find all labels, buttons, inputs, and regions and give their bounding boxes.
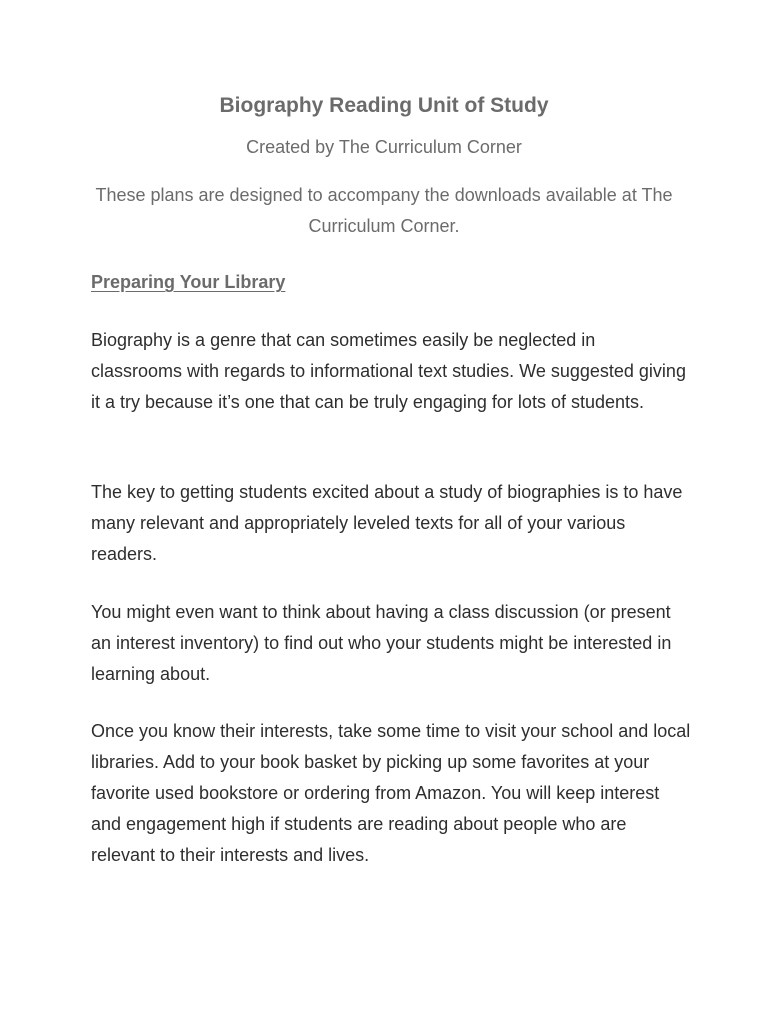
intro-paragraph: These plans are designed to accompany the downloads available at The Curriculum Corner. bbox=[95, 185, 673, 236]
body-paragraph: You might even want to think about having a class discussion (or present an interest inventory) to find out who your students might be interested in learning about. bbox=[91, 602, 672, 684]
page-subtitle: Created by The Curriculum Corner bbox=[246, 137, 522, 157]
page-title: Biography Reading Unit of Study bbox=[219, 94, 549, 117]
body-paragraph: Biography is a genre that can sometimes easily be neglected in classrooms with regards to informational text studies. We suggested giving it a try because it’s one that can be truly engaging for lots of students. bbox=[91, 330, 686, 412]
body-paragraph: Once you know their interests, take some time to visit your school and local libraries. Add to your book basket by picking up some favorites at your favorite used bookstore or ordering from Amazon. You will keep interest and engagement high if students are reading about people who are relevant to their interests and lives. bbox=[91, 721, 691, 865]
section-heading: Preparing Your Library bbox=[91, 272, 286, 292]
body-paragraph: The key to getting students excited about a study of biographies is to have many relevant and appropriately leveled texts for all of your various readers. bbox=[91, 482, 683, 564]
